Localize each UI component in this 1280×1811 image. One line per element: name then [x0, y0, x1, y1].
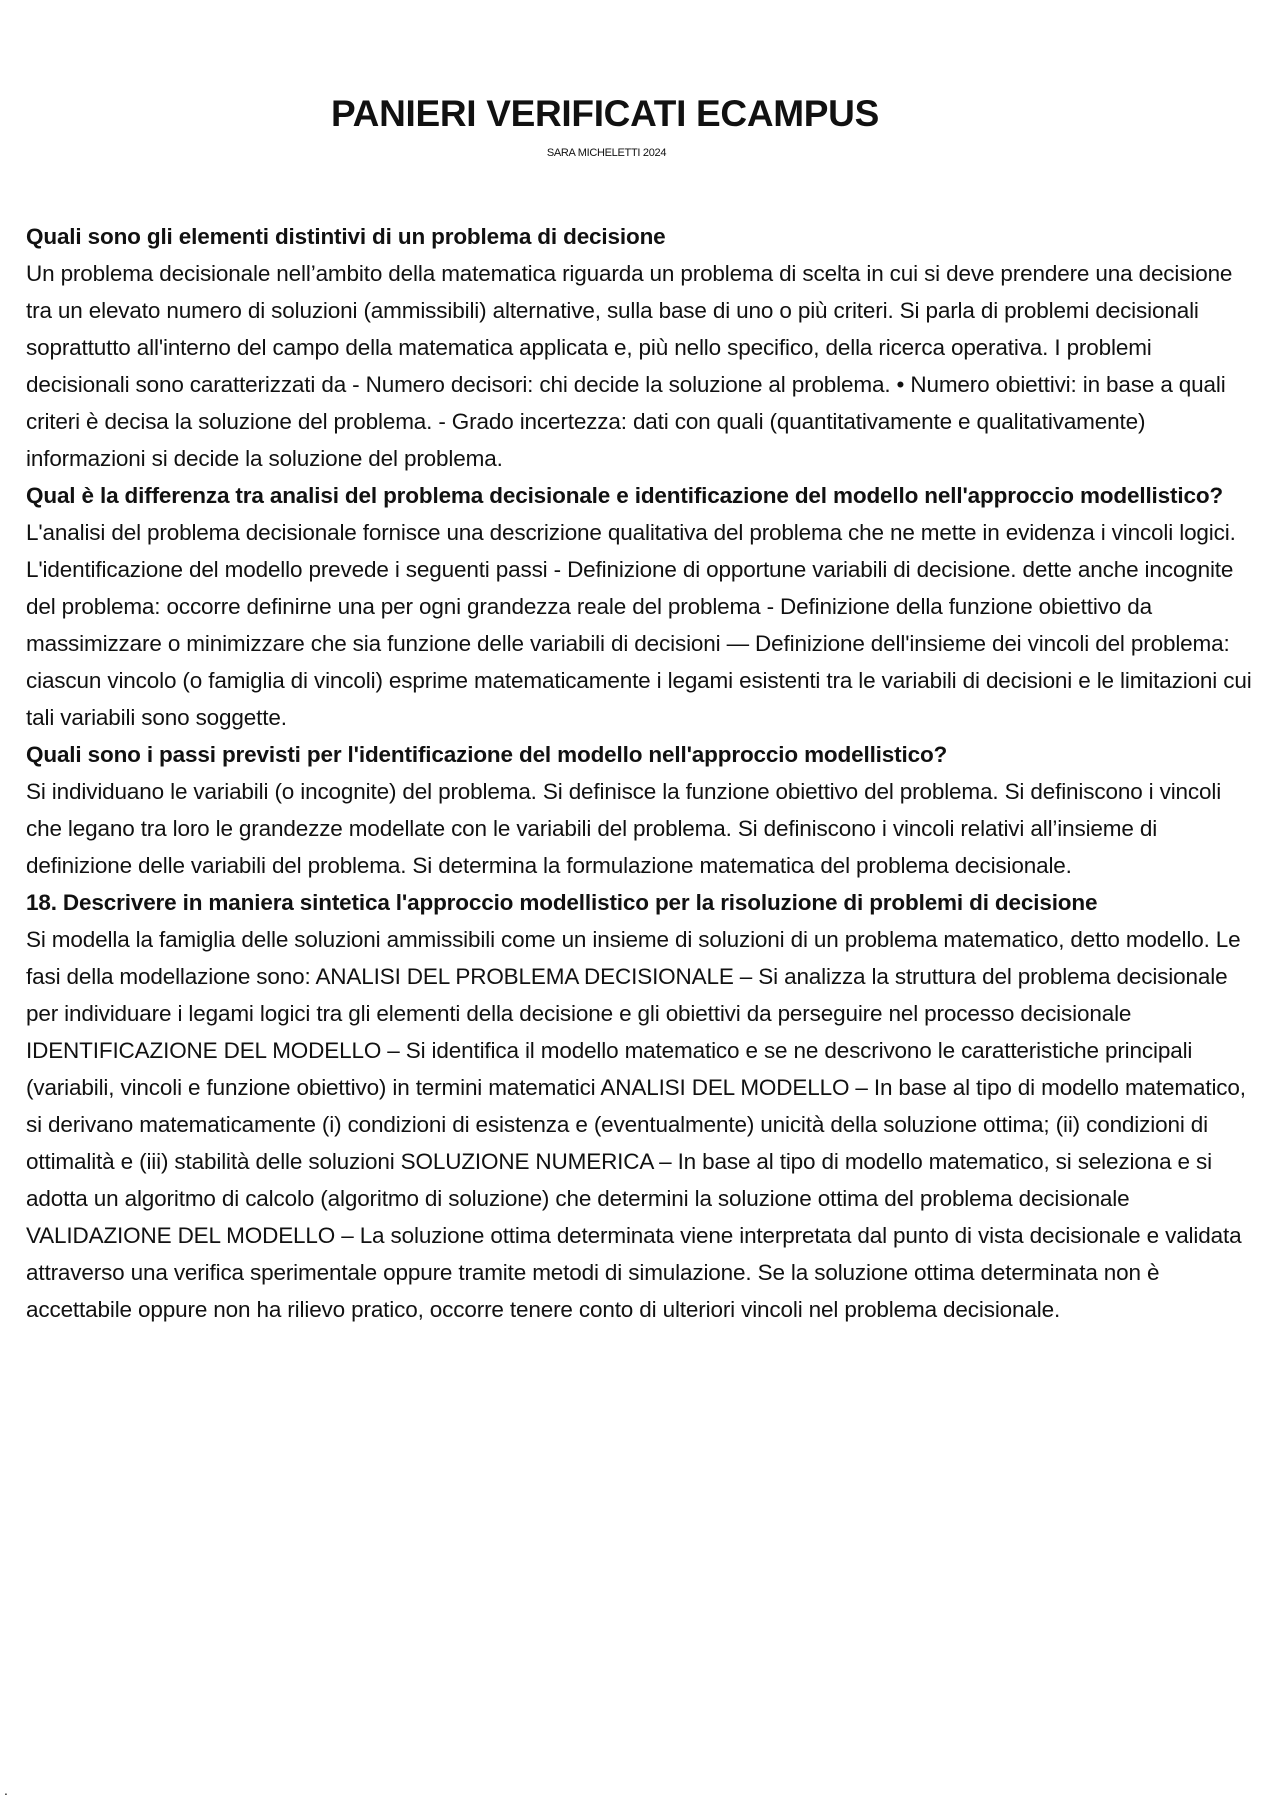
answer-paragraph: L'analisi del problema decisionale fornisce una descrizione qualitativa del problema che ne mette in evidenza i vincoli logici. L'identificazione del modello prevede i seguenti passi - Definizione di opportune variabili di decisione. dette anche incognite del problema: occorre definirne una per ogni grandezza reale del problema - Definizione della funzione obiettivo da massimizzare o minimizzare che sia funzione delle variabili di decisioni — Definizione dell'insieme dei vincoli del problema: ciascun vincolo (o famiglia di vincoli) esprime matematicamente i legami esistenti tra le variabili di decisioni e le limitazioni cui tali variabili sono soggette.	[26, 520, 1252, 730]
question-heading: 18. Descrivere in maniera sintetica l'approccio modellistico per la risoluzione di problemi di decisione	[26, 890, 1098, 915]
page-mark: .	[4, 1782, 8, 1798]
question-heading: Qual è la differenza tra analisi del problema decisionale e identificazione del modello nell'approccio modellistico?	[26, 483, 1224, 508]
question-heading: Quali sono gli elementi distintivi di un problema di decisione	[26, 224, 666, 249]
document-author: SARA MICHELETTI 2024	[546, 147, 667, 159]
document-body	[26, 218, 1256, 1328]
answer-paragraph: Si individuano le variabili (o incognite) del problema. Si definisce la funzione obiettivo del problema. Si definiscono i vincoli che legano tra loro le grandezze modellate con le variabili del problema. Si definiscono i vincoli relativi all’insieme di definizione delle variabili del problema. Si determina la formulazione matematica del problema decisionale.	[26, 779, 1222, 878]
question-heading: Quali sono i passi previsti per l'identificazione del modello nell'approccio modellistico?	[26, 742, 948, 767]
answer-paragraph: Si modella la famiglia delle soluzioni ammissibili come un insieme di soluzioni di un problema matematico, detto modello. Le fasi della modellazione sono: ANALISI DEL PROBLEMA DECISIONALE – Si analizza la struttura del problema decisionale per individuare i legami logici tra gli elementi della decisione e gli obiettivi da perseguire nel processo decisionale IDENTIFICAZIONE DEL MODELLO – Si identifica il modello matematico e se ne descrivono le caratteristiche principali (variabili, vincoli e funzione obiettivo) in termini matematici ANALISI DEL MODELLO – In base al tipo di modello matematico, si derivano matematicamente (i) condizioni di esistenza e (eventualmente) unicità della soluzione ottima; (ii) condizioni di ottimalità e (iii) stabilità delle soluzioni SOLUZIONE NUMERICA – In base al tipo di modello matematico, si seleziona e si adotta un algoritmo di calcolo (algoritmo di soluzione) che determini la soluzione ottima del problema decisionale VALIDAZIONE DEL MODELLO – La soluzione ottima determinata viene interpretata dal punto di vista decisionale e validata attraverso una verifica sperimentale oppure tramite metodi di simulazione. Se la soluzione ottima determinata non è accettabile oppure non ha rilievo pratico, occorre tenere conto di ulteriori vincoli nel problema decisionale.	[26, 927, 1246, 1322]
answer-paragraph: Un problema decisionale nell’ambito della matematica riguarda un problema di scelta in cui si deve prendere una decisione tra un elevato numero di soluzioni (ammissibili) alternative, sulla base di uno o più criteri. Si parla di problemi decisionali soprattutto all'interno del campo della matematica applicata e, più nello specifico, della ricerca operativa. I problemi decisionali sono caratterizzati da - Numero decisori: chi decide la soluzione al problema. • Numero obiettivi: in base a quali criteri è decisa la soluzione del problema. - Grado incertezza: dati con quali (quantitativamente e qualitativamente) informazioni si decide la soluzione del problema.	[26, 261, 1233, 471]
document-title: PANIERI VERIFICATI ECAMPUS	[331, 93, 879, 134]
